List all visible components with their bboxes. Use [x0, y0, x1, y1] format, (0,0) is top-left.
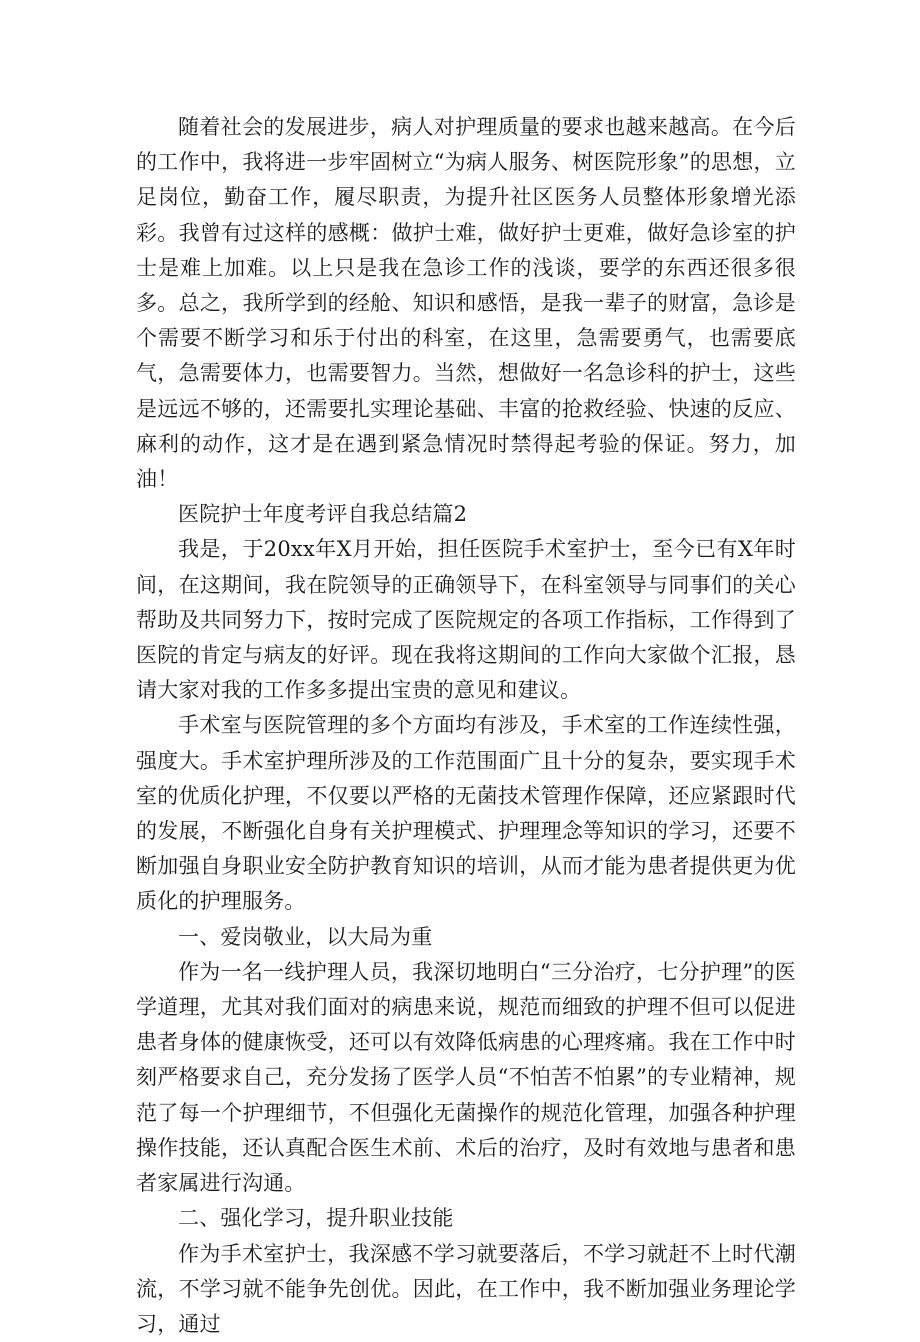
paragraph: 作为一名一线护理人员，我深切地明白“三分治疗，七分护理”的医学道理，尤其对我们面对的病患来说，规范而细致的护理不但可以促进患者身体的健康恢受，还可以有效降低病患的心理疼痛。我在工作中时刻严格要求自己，充分发扬了医学人员“不怕苦不怕累”的专业精神，规范了每一个护理细节，不但强化无菌操作的规范化管理，加强各种护理操作技能，还认真配合医生术前、术后的治疗，及时有效地与患者和患者家属进行沟通。: [136, 955, 796, 1201]
section-title: 医院护士年度考评自我总结篇2: [136, 497, 796, 532]
paragraph: 手术室与医院管理的多个方面均有涉及，手术室的工作连续性强，强度大。手术室护理所涉及的工作范围面广且十分的复杂，要实现手术室的优质化护理，不仅要以严格的无菌技术管理作保障，还应紧跟时代的发展，不断强化自身有关护理模式、护理理念等知识的学习，还要不断加强自身职业安全防护教育知识的培训，从而才能为患者提供更为优质化的护理服务。: [136, 708, 796, 919]
document-body: [136, 110, 796, 1342]
section-heading: 一、爱岗敬业，以大局为重: [136, 920, 796, 955]
paragraph: 作为手术室护士，我深感不学习就要落后，不学习就赶不上时代潮流，不学习就不能争先创优。因此，在工作中，我不断加强业务理论学习，通过: [136, 1237, 796, 1342]
paragraph: 随着社会的发展进步，病人对护理质量的要求也越来越高。在今后的工作中，我将进一步牢固树立“为病人服务、树医院形象”的思想，立足岗位，勤奋工作，履尽职责，为提升社区医务人员整体形象增光添彩。我曾有过这样的感概：做护士难，做好护士更难，做好急诊室的护士是难上加难。以上只是我在急诊工作的浅谈，要学的东西还很多很多。总之，我所学到的经舱、知识和感悟，是我一辈子的财富，急诊是个需要不断学习和乐于付出的科室，在这里，急需要勇气，也需要底气，急需要体力，也需要智力。当然，想做好一名急诊科的护士，这些是远远不够的，还需要扎实理论基础、丰富的抢救经验、快速的反应、麻利的动作，这才是在遇到紧急情况时禁得起考验的保证。努力，加油！: [136, 110, 796, 497]
paragraph: 我是，于20xx年X月开始，担任医院手术室护士，至今已有X年时间，在这期间，我在院领导的正确领导下，在科室领导与同事们的关心帮助及共同努力下，按时完成了医院规定的各项工作指标，工作得到了医院的肯定与病友的好评。现在我将这期间的工作向大家做个汇报，恳请大家对我的工作多多提出宝贵的意见和建议。: [136, 532, 796, 708]
section-heading: 二、强化学习，提升职业技能: [136, 1201, 796, 1236]
